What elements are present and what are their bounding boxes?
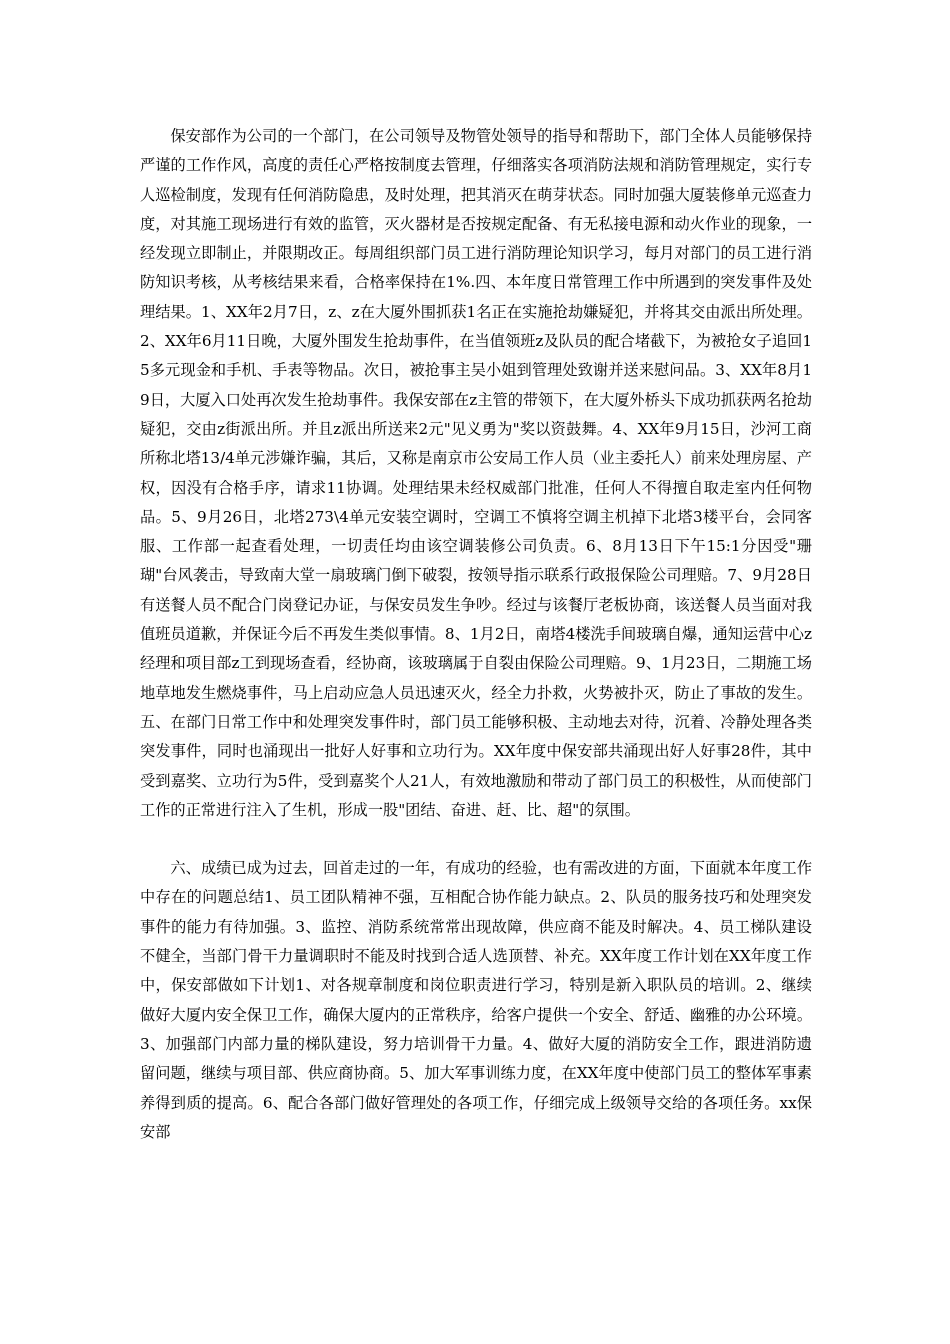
- document-page: [140, 122, 812, 1147]
- body-paragraph-2: 六、成绩已成为过去，回首走过的一年，有成功的经验，也有需改进的方面，下面就本年度工作中存在的问题总结1、员工团队精神不强，互相配合协作能力缺点。2、队员的服务技巧和处理突发事件的能力有待加强。3、监控、消防系统常常出现故障，供应商不能及时解决。4、员工梯队建设不健全，当部门骨干力量调职时不能及时找到合适人选顶替、补充。XX年度工作计划在XX年度工作中，保安部做如下计划1、对各规章制度和岗位职责进行学习，特别是新入职队员的培训。2、继续做好大厦内安全保卫工作，确保大厦内的正常秩序，给客户提供一个安全、舒适、幽雅的办公环境。3、加强部门内部力量的梯队建设，努力培训骨干力量。4、做好大厦的消防安全工作，跟进消防遗留问题，继续与项目部、供应商协商。5、加大军事训练力度，在XX年度中使部门员工的整体军事素养得到质的提高。6、配合各部门做好管理处的各项工作，仔细完成上级领导交给的各项任务。xx保安部: [140, 859, 812, 1141]
- body-paragraph-1: 保安部作为公司的一个部门，在公司领导及物管处领导的指导和帮助下，部门全体人员能够保持严谨的工作作风，高度的责任心严格按制度去管理，仔细落实各项消防法规和消防管理规定，实行专人巡检制度，发现有任何消防隐患，及时处理，把其消灭在萌芽状态。同时加强大厦装修单元巡查力度，对其施工现场进行有效的监管，灭火器材是否按规定配备、有无私接电源和动火作业的现象，一经发现立即制止，并限期改正。每周组织部门员工进行消防理论知识学习，每月对部门的员工进行消防知识考核，从考核结果来看，合格率保持在1%.四、本年度日常管理工作中所遇到的突发事件及处理结果。1、XX年2月7日，z、z在大厦外围抓获1名正在实施抢劫嫌疑犯，并将其交由派出所处理。2、XX年6月11日晚，大厦外围发生抢劫事件，在当值领班z及队员的配合堵截下，为被抢女子追回15多元现金和手机、手表等物品。次日，被抢事主吴小姐到管理处致谢并送来慰问品。3、XX年8月19日，大厦入口处再次发生抢劫事件。我保安部在z主管的带领下，在大厦外桥头下成功抓获两名抢劫疑犯，交由z街派出所。并且z派出所送来2元"见义勇为"奖以资鼓舞。4、XX年9月15日，沙河工商所称北塔13/4单元涉嫌诈骗，其后，又称是南京市公安局工作人员（业主委托人）前来处理房屋、产权，因没有合格手序，请求11协调。处理结果未经权威部门批准，任何人不得擅自取走室内任何物品。5、9月26日，北塔273\4单元安装空调时，空调工不慎将空调主机掉下北塔3楼平台，会同客服、工作部一起查看处理，一切责任均由该空调装修公司负责。6、8月13日下午15:1分因受"珊瑚"台风袭击，导致南大堂一扇玻璃门倒下破裂，按领导指示联系行政报保险公司理赔。7、9月28日有送餐人员不配合门岗登记办证，与保安员发生争吵。经过与该餐厅老板协商，该送餐人员当面对我值班员道歉，并保证今后不再发生类似事情。8、1月2日，南塔4楼洗手间玻璃自爆，通知运营中心z经理和项目部z工到现场查看，经协商，该玻璃属于自裂由保险公司理赔。9、1月23日，二期施工场地草地发生燃烧事件，马上启动应急人员迅速灭火，经全力扑救，火势被扑灭，防止了事故的发生。五、在部门日常工作中和处理突发事件时，部门员工能够积极、主动地去对待，沉着、冷静处理各类突发事件，同时也涌现出一批好人好事和立功行为。XX年度中保安部共涌现出好人好事28件，其中受到嘉奖、立功行为5件，受到嘉奖个人21人，有效地激励和带动了部门员工的积极性，从而使部门工作的正常进行注入了生机，形成一股"团结、奋进、赶、比、超"的氛围。: [140, 127, 812, 819]
